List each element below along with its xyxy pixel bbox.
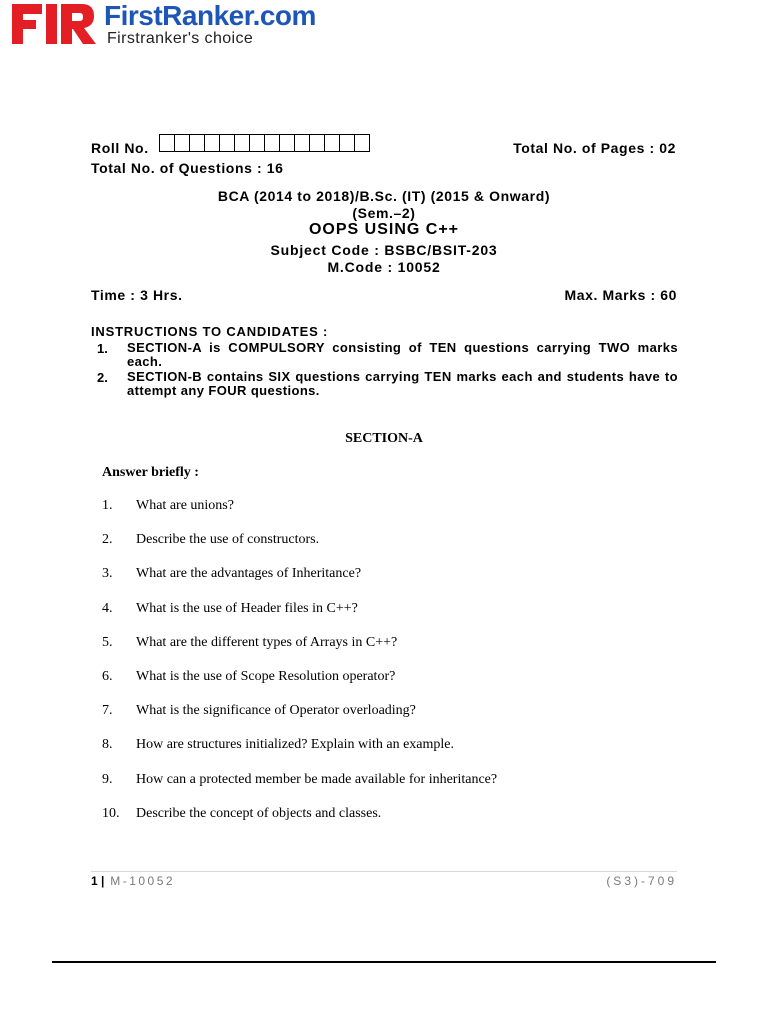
question-number: 6. (102, 668, 113, 684)
roll-number-box[interactable] (309, 134, 325, 152)
question-item (102, 772, 497, 806)
brand-tagline: Firstranker's choice (107, 30, 254, 47)
question-number: 3. (102, 566, 113, 582)
semester-line: (Sem.–2) (352, 205, 416, 221)
roll-number-boxes[interactable] (160, 134, 370, 152)
instruction-item (91, 341, 678, 369)
roll-number-box[interactable] (324, 134, 340, 152)
course-line: BCA (2014 to 2018)/B.Sc. (IT) (2015 & Onward) (217, 188, 551, 204)
m-code: M.Code : 10052 (327, 259, 441, 275)
question-number: 5. (102, 634, 113, 650)
roll-number-box[interactable] (174, 134, 190, 152)
question-item (102, 498, 497, 532)
question-item (102, 635, 497, 669)
question-text: What are unions? (136, 498, 234, 513)
question-item (102, 669, 497, 703)
question-number: 1. (102, 498, 113, 513)
instruction-text: SECTION-A is COMPULSORY consisting of TEN questions carrying TWO marks each. (127, 340, 678, 369)
roll-number-box[interactable] (219, 134, 235, 152)
roll-number-box[interactable] (204, 134, 220, 152)
total-questions: Total No. of Questions : 16 (91, 160, 284, 176)
footer-divider (91, 871, 677, 872)
footer-m-code: M-10052 (110, 874, 176, 888)
exam-time: Time : 3 Hrs. (91, 287, 183, 303)
roll-number-label: Roll No. (91, 140, 149, 156)
roll-number-box[interactable] (294, 134, 310, 152)
question-item (102, 737, 497, 771)
firstranker-logo (12, 2, 332, 46)
subject-title: OOPS USING C++ (308, 221, 460, 238)
instruction-number: 2. (97, 370, 108, 385)
question-text: How are structures initialized? Explain with an example. (136, 737, 455, 753)
question-number: 8. (102, 737, 113, 753)
question-item (102, 532, 497, 566)
max-marks: Max. Marks : 60 (564, 287, 677, 303)
page-bottom-rule (52, 961, 716, 963)
question-text: Describe the concept of objects and classes. (136, 805, 382, 821)
question-item (102, 566, 497, 600)
question-text: What is the use of Scope Resolution operator? (136, 668, 396, 684)
roll-number-box[interactable] (279, 134, 295, 152)
footer-page-info (91, 874, 175, 888)
roll-number-box[interactable] (264, 134, 280, 152)
roll-number-box[interactable] (339, 134, 355, 152)
subject-code: Subject Code : BSBC/BSIT-203 (270, 242, 498, 258)
question-number: 2. (102, 532, 113, 548)
question-item (102, 806, 497, 840)
question-text: How can a protected member be made available for inheritance? (136, 771, 498, 787)
question-number: 4. (102, 600, 113, 616)
question-text: What is the significance of Operator overloading? (136, 703, 416, 719)
instruction-item (91, 370, 678, 398)
instructions-list (91, 341, 678, 399)
question-text: What are the advantages of Inheritance? (136, 566, 362, 582)
question-text: Describe the use of constructors. (136, 532, 320, 548)
question-text: What is the use of Header files in C++? (136, 600, 358, 616)
total-pages: Total No. of Pages : 02 (513, 140, 676, 156)
roll-number-box[interactable] (234, 134, 250, 152)
instruction-number: 1. (97, 341, 108, 356)
roll-number-box[interactable] (159, 134, 175, 152)
roll-number-box[interactable] (249, 134, 265, 152)
roll-number-box[interactable] (189, 134, 205, 152)
question-item (102, 703, 497, 737)
instructions-heading: INSTRUCTIONS TO CANDIDATES : (91, 324, 329, 339)
firstranker-logo-icon (12, 2, 98, 46)
roll-number-box[interactable] (354, 134, 370, 152)
footer-page-number: 1 | (91, 874, 105, 888)
question-number: 9. (102, 771, 113, 787)
question-text: What are the different types of Arrays in C++? (136, 634, 398, 650)
instruction-text: SECTION-B contains SIX questions carrying TEN marks each and students have to attempt any FOUR questions. (127, 369, 678, 398)
question-number: 7. (102, 703, 113, 719)
brand-name: FirstRanker.com (104, 0, 316, 31)
footer-paper-code: (S3)-709 (606, 874, 677, 888)
section-title: SECTION-A (345, 431, 423, 446)
question-number: 10. (102, 805, 120, 821)
question-list (102, 498, 497, 840)
question-item (102, 601, 497, 635)
section-subheading: Answer briefly : (102, 465, 199, 480)
